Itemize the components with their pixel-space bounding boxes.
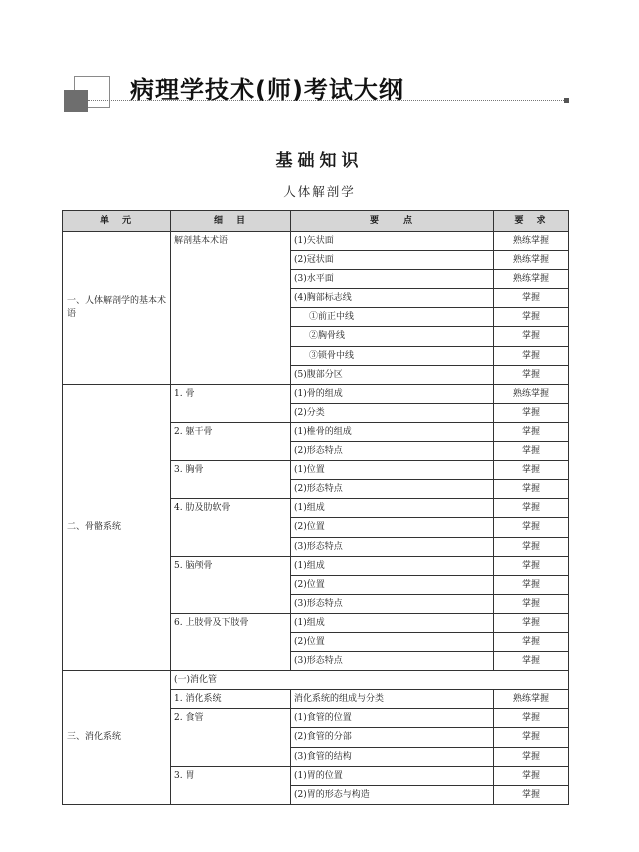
header-dotted-rule bbox=[88, 100, 568, 101]
subitem-cell: 3. 胃 bbox=[171, 766, 291, 804]
point-cell: (1)胃的位置 bbox=[291, 766, 494, 785]
point-cell: (3)形态特点 bbox=[291, 537, 494, 556]
requirement-cell: 掌握 bbox=[494, 556, 569, 575]
section-title: 基础知识 bbox=[275, 151, 364, 171]
subitem-cell: 5. 脑颅骨 bbox=[171, 556, 291, 613]
table-row bbox=[63, 232, 569, 251]
requirement-cell: 掌握 bbox=[494, 403, 569, 422]
requirement-cell: 熟练掌握 bbox=[494, 384, 569, 403]
point-cell: (2)形态特点 bbox=[291, 480, 494, 499]
requirement-cell: 掌握 bbox=[494, 632, 569, 651]
point-cell: (1)组成 bbox=[291, 499, 494, 518]
subitem-cell: 1. 骨 bbox=[171, 384, 291, 422]
subject-title: 人体解剖学 bbox=[283, 184, 356, 199]
requirement-cell: 掌握 bbox=[494, 461, 569, 480]
point-cell: (2)冠状面 bbox=[291, 251, 494, 270]
point-cell: (3)食管的结构 bbox=[291, 747, 494, 766]
page-title: 病理学技术(师)考试大纲 bbox=[130, 76, 404, 104]
header-unit: 单 元 bbox=[63, 211, 171, 232]
point-cell: (3)水平面 bbox=[291, 270, 494, 289]
point-cell: (1)食管的位置 bbox=[291, 709, 494, 728]
point-cell: (1)椎骨的组成 bbox=[291, 422, 494, 441]
requirement-cell: 熟练掌握 bbox=[494, 251, 569, 270]
requirement-cell: 掌握 bbox=[494, 480, 569, 499]
point-cell: 消化系统的组成与分类 bbox=[291, 690, 494, 709]
point-cell: (2)胃的形态与构造 bbox=[291, 785, 494, 804]
subitem-cell: 6. 上肢骨及下肢骨 bbox=[171, 613, 291, 670]
header-requirement: 要 求 bbox=[494, 211, 569, 232]
subsection-heading: (一)消化管 bbox=[171, 671, 569, 690]
subitem-cell: 解剖基本术语 bbox=[171, 232, 291, 385]
point-cell: (4)胸部标志线 bbox=[291, 289, 494, 308]
point-cell: (1)骨的组成 bbox=[291, 384, 494, 403]
header-rule-end-mark bbox=[564, 98, 569, 103]
requirement-cell: 掌握 bbox=[494, 346, 569, 365]
subitem-cell: 1. 消化系统 bbox=[171, 690, 291, 709]
table-row bbox=[63, 671, 569, 690]
requirement-cell: 掌握 bbox=[494, 518, 569, 537]
requirement-cell: 掌握 bbox=[494, 327, 569, 346]
requirement-cell: 掌握 bbox=[494, 575, 569, 594]
requirement-cell: 掌握 bbox=[494, 652, 569, 671]
header-filled-square bbox=[64, 90, 88, 112]
requirement-cell: 掌握 bbox=[494, 308, 569, 327]
point-cell: (2)分类 bbox=[291, 403, 494, 422]
unit-cell: 二、骨骼系统 bbox=[63, 384, 171, 670]
subitem-cell: 2. 躯干骨 bbox=[171, 422, 291, 460]
requirement-cell: 掌握 bbox=[494, 594, 569, 613]
point-cell: ②胸骨线 bbox=[291, 327, 494, 346]
requirement-cell: 熟练掌握 bbox=[494, 232, 569, 251]
point-cell: (2)食管的分部 bbox=[291, 728, 494, 747]
requirement-cell: 掌握 bbox=[494, 537, 569, 556]
point-cell: (1)组成 bbox=[291, 556, 494, 575]
requirement-cell: 掌握 bbox=[494, 766, 569, 785]
point-cell: (2)位置 bbox=[291, 632, 494, 651]
table-row bbox=[63, 384, 569, 403]
requirement-cell: 掌握 bbox=[494, 289, 569, 308]
requirement-cell: 掌握 bbox=[494, 747, 569, 766]
point-cell: (3)形态特点 bbox=[291, 594, 494, 613]
table-header-row bbox=[63, 211, 569, 232]
point-cell: (1)组成 bbox=[291, 613, 494, 632]
syllabus-table bbox=[62, 210, 569, 805]
subitem-cell: 4. 肋及肋软骨 bbox=[171, 499, 291, 556]
requirement-cell: 掌握 bbox=[494, 365, 569, 384]
point-cell: ①前正中线 bbox=[291, 308, 494, 327]
point-cell: (3)形态特点 bbox=[291, 652, 494, 671]
point-cell: (2)位置 bbox=[291, 518, 494, 537]
subitem-cell: 2. 食管 bbox=[171, 709, 291, 766]
point-cell: (1)矢状面 bbox=[291, 232, 494, 251]
requirement-cell: 掌握 bbox=[494, 785, 569, 804]
unit-cell: 一、人体解剖学的基本术语 bbox=[63, 232, 171, 385]
requirement-cell: 掌握 bbox=[494, 709, 569, 728]
requirement-cell: 掌握 bbox=[494, 613, 569, 632]
unit-cell: 三、消化系统 bbox=[63, 671, 171, 805]
point-cell: ③锁骨中线 bbox=[291, 346, 494, 365]
point-cell: (1)位置 bbox=[291, 461, 494, 480]
requirement-cell: 掌握 bbox=[494, 422, 569, 441]
requirement-cell: 掌握 bbox=[494, 499, 569, 518]
subitem-cell: 3. 胸骨 bbox=[171, 461, 291, 499]
header-points: 要 点 bbox=[291, 211, 494, 232]
requirement-cell: 熟练掌握 bbox=[494, 270, 569, 289]
requirement-cell: 熟练掌握 bbox=[494, 690, 569, 709]
point-cell: (2)形态特点 bbox=[291, 442, 494, 461]
point-cell: (2)位置 bbox=[291, 575, 494, 594]
requirement-cell: 掌握 bbox=[494, 728, 569, 747]
point-cell: (5)腹部分区 bbox=[291, 365, 494, 384]
header-subitem: 细 目 bbox=[171, 211, 291, 232]
requirement-cell: 掌握 bbox=[494, 442, 569, 461]
